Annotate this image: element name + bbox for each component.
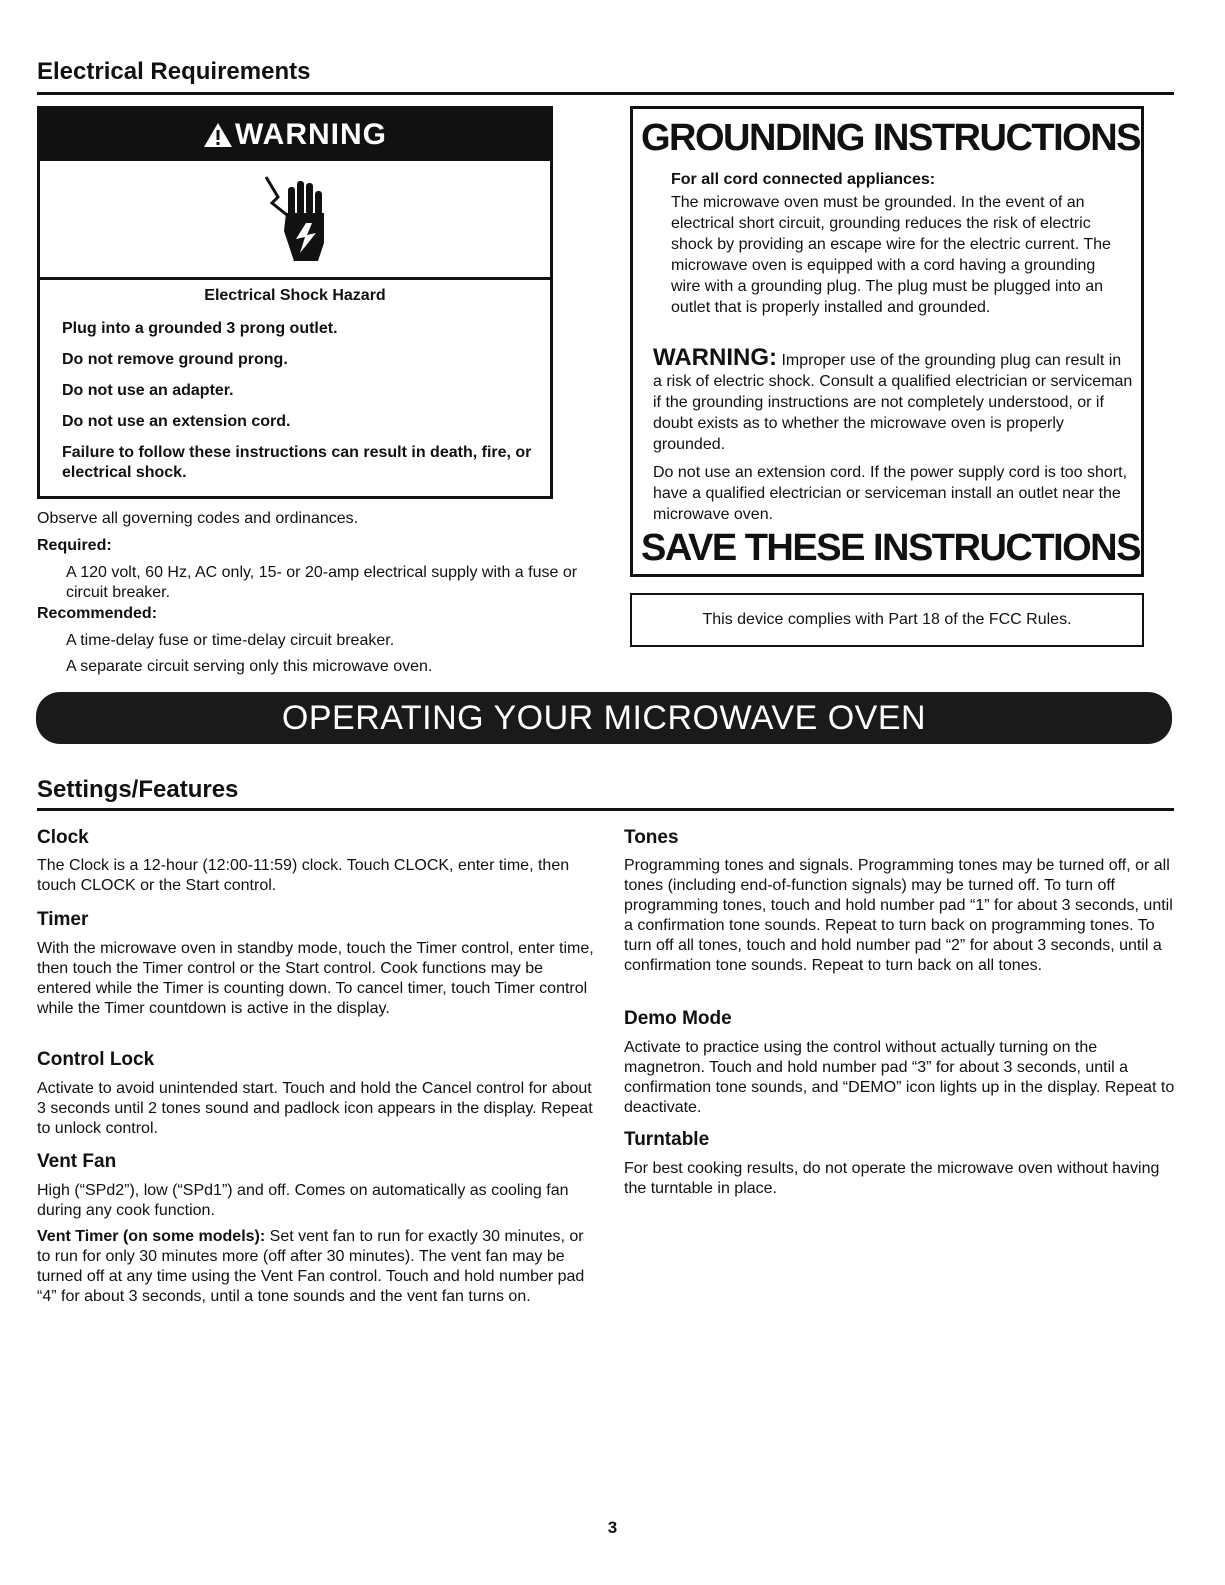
tones-title: Tones bbox=[624, 827, 679, 848]
grounding-warning-text: Improper use of the grounding plug can result in a risk of electric shock. Consult a qualified electrician or serviceman if the grounding instructions are not completely understood, or if doubt exists as to whether the microwave oven is properly grounded. bbox=[653, 352, 1133, 453]
warning-heading: WARNING bbox=[235, 118, 387, 151]
grounding-warning-label: WARNING: bbox=[653, 344, 777, 371]
vent-timer-para bbox=[37, 1227, 597, 1307]
warning-header bbox=[40, 109, 550, 161]
grounding-subhead: For all cord connected appliances: bbox=[671, 171, 936, 188]
vent-fan-text: High (“SPd2”), low (“SPd1”) and off. Comes on automatically as cooling fan during any cook function. bbox=[37, 1182, 569, 1219]
demo-mode-text: Activate to practice using the control without actually turning on the magnetron. Touch and hold number pad “3” for about 3 seconds, until a confirmation tone sounds, and “DEMO” icon lights up in the display. Repeat to deactivate. bbox=[624, 1039, 1175, 1116]
warning-line: Plug into a grounded 3 prong outlet. bbox=[62, 320, 338, 337]
clock-title: Clock bbox=[37, 827, 89, 848]
settings-rule bbox=[37, 808, 1174, 811]
demo-mode-title: Demo Mode bbox=[624, 1008, 732, 1029]
vent-timer-label: Vent Timer (on some models): bbox=[37, 1228, 266, 1245]
warning-triangle-icon bbox=[203, 122, 233, 148]
recommended-item: A separate circuit serving only this microwave oven. bbox=[66, 658, 433, 675]
fcc-notice: This device complies with Part 18 of the FCC Rules. bbox=[630, 593, 1144, 647]
timer-text: With the microwave oven in standby mode, touch the Timer control, enter time, then touch the Timer control or the Start control. Cook functions may be entered while the Timer is counting down. To cancel timer, touch Timer control while the Timer countdown is active in the display. bbox=[37, 940, 594, 1017]
grounding-box bbox=[630, 106, 1144, 577]
turntable-title: Turntable bbox=[624, 1129, 710, 1150]
control-lock-title: Control Lock bbox=[37, 1049, 155, 1070]
electric-shock-hand-icon bbox=[262, 173, 332, 265]
timer-title: Timer bbox=[37, 909, 89, 930]
recommended-item: A time-delay fuse or time-delay circuit breaker. bbox=[66, 632, 395, 649]
grounding-para1: The microwave oven must be grounded. In the event of an electrical short circuit, grounding reduces the risk of electric shock by providing an escape wire for the electric current. The microwave oven is equipped with a cord having a grounding wire with a grounding plug. The plug must be plugged into an outlet that is properly installed and grounded. bbox=[671, 194, 1111, 316]
settings-title: Settings/Features bbox=[37, 776, 239, 803]
warning-line: Failure to follow these instructions can result in death, fire, or electrical shock. bbox=[62, 444, 532, 481]
grounding-title: GROUNDING INSTRUCTIONS bbox=[641, 117, 1140, 159]
recommended-label: Recommended: bbox=[37, 605, 158, 622]
page-number: 3 bbox=[607, 1518, 618, 1537]
turntable-text: For best cooking results, do not operate the microwave oven without having the turntable in place. bbox=[624, 1160, 1160, 1197]
save-instructions-title: SAVE THESE INSTRUCTIONS bbox=[641, 527, 1140, 569]
required-label: Required: bbox=[37, 537, 112, 554]
clock-text: The Clock is a 12-hour (12:00-11:59) clock. Touch CLOCK, enter time, then touch CLOCK or the Start control. bbox=[37, 857, 570, 894]
electrical-requirements-title: Electrical Requirements bbox=[37, 58, 311, 85]
observe-text: Observe all governing codes and ordinances. bbox=[37, 510, 359, 527]
warning-icon-area bbox=[40, 161, 550, 280]
tones-text: Programming tones and signals. Programming tones may be turned off, or all tones (including end-of-function signals) may be turned off. To turn off programming tones, touch and hold number pad “1” for about 3 seconds, until a confirmation tone sounds. Repeat to turn back on programming tones. To turn off all tones, touch and hold number pad “2” for about 3 seconds, until a confirmation tone sounds. Repeat to turn back on all tones. bbox=[624, 857, 1173, 974]
warning-box bbox=[37, 106, 553, 499]
required-text: A 120 volt, 60 Hz, AC only, 15- or 20-amp electrical supply with a fuse or circuit breaker. bbox=[66, 564, 578, 601]
vent-fan-title: Vent Fan bbox=[37, 1151, 117, 1172]
grounding-para3: Do not use an extension cord. If the power supply cord is too short, have a qualified electrician or serviceman install an outlet near the microwave oven. bbox=[653, 464, 1128, 523]
operating-banner: OPERATING YOUR MICROWAVE OVEN bbox=[36, 692, 1172, 744]
grounding-warning bbox=[653, 344, 1133, 455]
warning-line: Do not use an extension cord. bbox=[62, 413, 291, 430]
warning-hazard: Electrical Shock Hazard bbox=[204, 287, 386, 304]
vent-timer-text: Set vent fan to run for exactly 30 minutes, or to run for only 30 minutes more (off after 30 minutes). The vent fan may be turned off at any time using the Vent Fan control. Touch and hold number pad “4” for about 3 seconds, until a tone sounds and the vent fan turns on. bbox=[37, 1228, 585, 1305]
warning-line: Do not remove ground prong. bbox=[62, 351, 288, 368]
control-lock-text: Activate to avoid unintended start. Touch and hold the Cancel control for about 3 seconds until 2 tones sound and padlock icon appears in the display. Repeat to unlock control. bbox=[37, 1080, 593, 1137]
electrical-rule bbox=[37, 92, 1174, 95]
warning-line: Do not use an adapter. bbox=[62, 382, 234, 399]
